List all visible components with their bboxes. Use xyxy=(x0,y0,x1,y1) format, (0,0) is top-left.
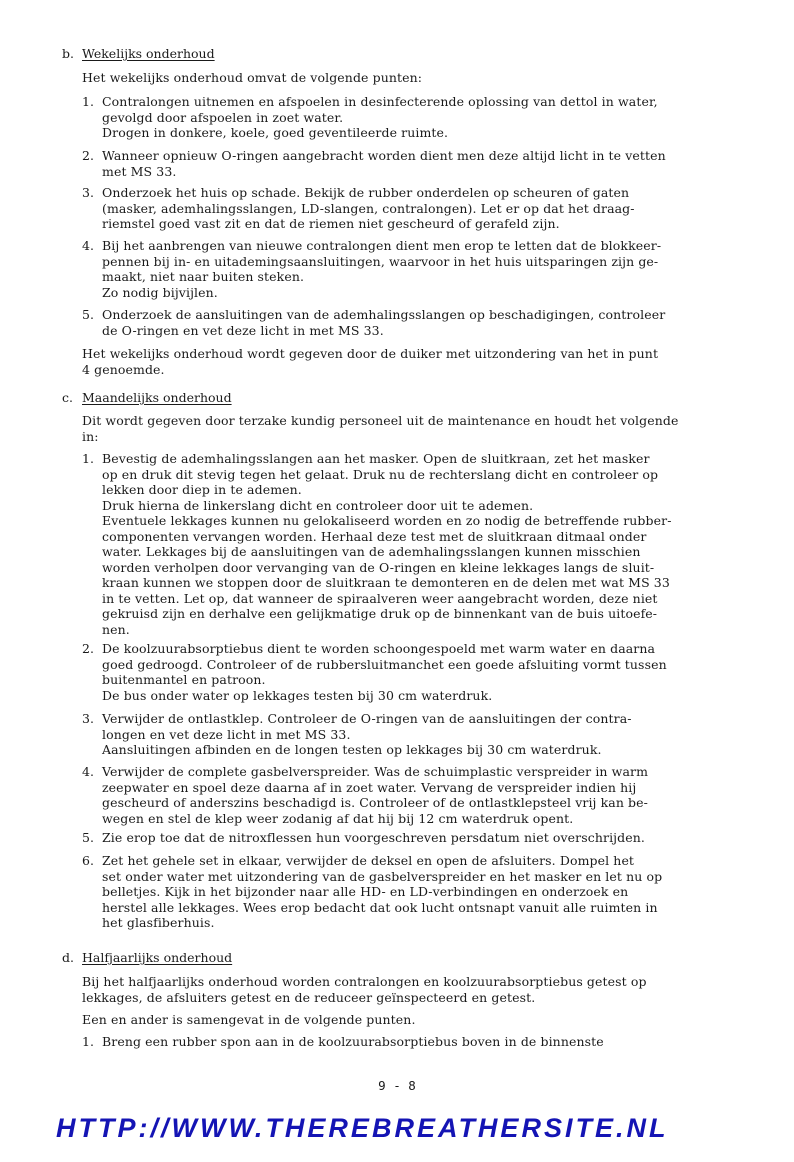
section-c-intro: Dit wordt gegeven door terzake kundig personeel uit de maintenance en houdt het volgende in: xyxy=(82,413,679,444)
section-b-heading xyxy=(62,46,215,61)
item-text: Verwijder de complete gasbelverspreider. Was de schuimplastic verspreider in warm zeepwater en spoel deze daarna af in zoet water. Vervang de verspreider indien hij gescheurd of anderszins beschadigd is. Controleer of de ontlastklepsteel vrij kan be- wegen en stel de klep weer zodanig af dat hij bij 12 cm waterdruk opent. xyxy=(102,764,649,826)
section-d-letter: d. xyxy=(62,950,74,965)
item-number: 2. xyxy=(82,641,95,656)
item-text: Contralongen uitnemen en afspoelen in desinfecterende oplossing van dettol in water, gevolgd door afspoelen in zoet water. Drogen in donkere, koele, goed geventileerde ruimte. xyxy=(102,94,658,140)
item-text: Bij het aanbrengen van nieuwe contralongen dient men erop te letten dat de blokkeer- pennen bij in- en uitademingsaansluitingen, waarvoor in het huis uitsparingen zijn ge- maakt, niet naar buiten steken. Zo nodig bijvijlen. xyxy=(102,238,662,300)
item-number: 6. xyxy=(82,853,95,868)
item-text: Wanneer opnieuw O-ringen aangebracht worden dient men deze altijd licht in te vetten met MS 33. xyxy=(102,148,666,179)
section-d-intro: Bij het halfjaarlijks onderhoud worden contralongen en koolzuurabsorptiebus getest op lekkages, de afsluiters getest en de reduceer geïnspecteerd en getest. xyxy=(82,974,647,1005)
item-number: 5. xyxy=(82,307,95,322)
item-number: 3. xyxy=(82,711,95,726)
section-c-title: Maandelijks onderhoud xyxy=(82,390,232,405)
item-text: Verwijder de ontlastklep. Controleer de O-ringen van de aansluitingen der contra- longen en vet deze licht in met MS 33. Aansluitingen afbinden en de longen testen op lekkages bij 30 cm waterdruk. xyxy=(102,711,632,757)
item-text: De koolzuurabsorptiebus dient te worden schoongespoeld met warm water en daarna goed gedroogd. Controleer of de rubbersluitmanchet een goede afsluiting vormt tussen buitenmantel en patroon. De bus onder water op lekkages testen bij 30 cm waterdruk. xyxy=(102,641,667,703)
item-number: 1. xyxy=(82,94,95,109)
item-text: Bevestig de ademhalingsslangen aan het masker. Open de sluitkraan, zet het masker op en druk dit stevig tegen het gelaat. Druk nu de rechterslang dicht en controleer op lekken door diep in te ademen. Druk hierna de linkerslang dicht en controleer door uit te ademen. Eventuele lekkages kunnen nu gelokaliseerd worden en zo nodig de betreffende rubber- componenten vervangen worden. Herhaal deze test met de sluitkraan ditmaal onder water. Lekkages bij de aansluitingen van de ademhalingsslangen kunnen misschien worden verholpen door vervanging van de O-ringen en kleine lekkages langs de sluit- kraan kunnen we stoppen door de sluitkraan te demonteren en de delen met wat MS 33 in te vetten. Let op, dat wanneer de spiraalveren weer aangebracht worden, deze niet gekruisd zijn en derhalve een gelijkmatige druk op de binnenkant van de buis uitoefe- nen. xyxy=(102,451,672,637)
section-d-heading xyxy=(62,950,232,965)
item-number: 2. xyxy=(82,148,95,163)
section-b-title: Wekelijks onderhoud xyxy=(82,46,215,61)
section-c-heading xyxy=(62,390,232,405)
item-number: 4. xyxy=(82,238,95,253)
item-text: Breng een rubber spon aan in de koolzuurabsorptiebus boven in de binnenste xyxy=(102,1034,604,1049)
section-c-letter: c. xyxy=(62,390,73,405)
item-text: Zet het gehele set in elkaar, verwijder de deksel en open de afsluiters. Dompel het set onder water met uitzondering van de gasbelverspreider en het masker en let nu op belletjes. Kijk in het bijzonder naar alle HD- en LD-verbindingen en onderzoek en herstel alle lekkages. Wees erop bedacht dat ook lucht ontsnapt vanuit alle ruimten in het glasfiberhuis. xyxy=(102,853,663,930)
item-number: 1. xyxy=(82,1034,95,1049)
item-text: Onderzoek het huis op schade. Bekijk de rubber onderdelen op scheuren of gaten (masker, ademhalingsslangen, LD-slangen, contralongen). Let er op dat het draag- riemstel goed vast zit en dat de riemen niet gescheurd of gerafeld zijn. xyxy=(102,185,635,231)
item-text: Onderzoek de aansluitingen van de ademhalingsslangen op beschadigingen, controleer de O-ringen en vet deze licht in met MS 33. xyxy=(102,307,666,338)
item-text: Zie erop toe dat de nitroxflessen hun voorgeschreven persdatum niet overschrijden. xyxy=(102,830,645,845)
item-number: 5. xyxy=(82,830,95,845)
page-number: 9 - 8 xyxy=(378,1078,416,1093)
item-number: 4. xyxy=(82,764,95,779)
section-b-letter: b. xyxy=(62,46,74,61)
section-b-outro: Het wekelijks onderhoud wordt gegeven door de duiker met uitzondering van het in punt 4 genoemde. xyxy=(82,346,659,377)
section-d-intro-2: Een en ander is samengevat in de volgende punten. xyxy=(82,1012,416,1027)
item-number: 1. xyxy=(82,451,95,466)
section-d-title: Halfjaarlijks onderhoud xyxy=(82,950,233,965)
item-number: 3. xyxy=(82,185,95,200)
section-b-intro: Het wekelijks onderhoud omvat de volgende punten: xyxy=(82,70,423,85)
footer-url: HTTP://WWW.THEREBREATHERSITE.NL xyxy=(56,1113,669,1143)
